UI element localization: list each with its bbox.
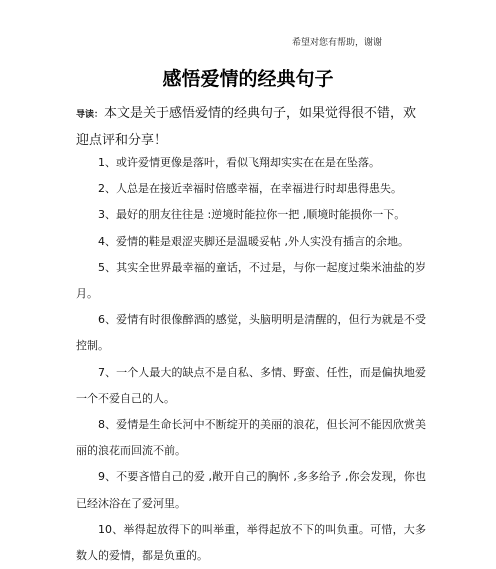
quote-list: [76, 150, 426, 569]
quote-paragraph-8: 8、爱情是生命长河中不断绽开的美丽的浪花，但长河不能因欣赏美丽的浪花而回流不前。: [76, 418, 426, 458]
quote-paragraph-10: 10、举得起放得下的叫举重，举得起放不下的叫负重。可惜，大多数人的爱情，都是负重的。: [76, 522, 426, 563]
quote-paragraph-1: 1、或许爱情更像是落叶，看似飞翔却实实在在是在坠落。: [98, 156, 380, 169]
intro-text: 本文是关于感悟爱情的经典句子，如果觉得很不错，欢迎点评和分享！: [76, 106, 417, 148]
quote-paragraph-3: 3、最好的朋友往往是 :逆境时能拉你一把 ,顺境时能损你一下。: [98, 208, 406, 222]
intro-lead: 导读：: [76, 110, 104, 120]
quote-paragraph-9: 9、不要吝惜自己的爱 ,敞开自己的胸怀 ,多多给予 ,你会发现，你也已经沐浴在了爱河里。: [76, 470, 426, 510]
header-note: 希望对您有帮助，谢谢: [292, 38, 383, 48]
page-title: 感悟爱情的经典句子: [162, 68, 334, 90]
quote-paragraph-6: 6、爱情有时很像醉酒的感觉，头脑明明是清醒的，但行为就是不受控制。: [76, 313, 426, 353]
quote-paragraph-4: 4、爱情的鞋是艰涩夹脚还是温暖妥帖 ,外人实没有插言的余地。: [98, 234, 409, 248]
intro-paragraph: [76, 101, 426, 153]
quote-paragraph-2: 2、人总是在接近幸福时倍感幸福，在幸福进行时却患得患失。: [98, 182, 402, 196]
quote-paragraph-7: 7、一个人最大的缺点不是自私、多情、野蛮、任性，而是偏执地爱一个不爱自己的人。: [76, 365, 426, 405]
quote-paragraph-5: 5、其实全世界最幸福的童话，不过是，与你一起度过柴米油盐的岁月。: [76, 260, 426, 301]
